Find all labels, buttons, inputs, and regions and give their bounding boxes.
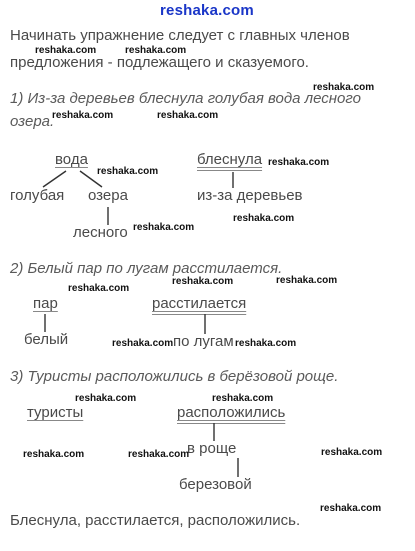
- watermark: reshaka.com: [52, 110, 114, 121]
- watermark: reshaka.com: [97, 166, 159, 177]
- sentence-1-line-1: 1) Из-за деревьев блеснула голубая вода лесного: [10, 90, 361, 107]
- intro-line-1: Начинать упражнение следует с главных членов: [10, 27, 350, 44]
- s2-adverbial: по лугам: [173, 333, 234, 350]
- watermark: reshaka.com: [112, 338, 174, 349]
- watermark: reshaka.com: [157, 110, 219, 121]
- s1-object: озера: [88, 187, 128, 204]
- watermark: reshaka.com: [35, 45, 97, 56]
- sentence-2: 2) Белый пар по лугам расстилается.: [10, 260, 283, 277]
- s1-subject: вода: [55, 151, 88, 168]
- watermark: reshaka.com: [320, 503, 382, 514]
- watermark: reshaka.com: [75, 393, 137, 404]
- watermark: reshaka.com: [321, 447, 383, 458]
- watermark: reshaka.com: [235, 338, 297, 349]
- s3-adverbial: в роще: [187, 440, 237, 457]
- watermark: reshaka.com: [233, 213, 295, 224]
- watermark: reshaka.com: [268, 157, 330, 168]
- s2-subject: пар: [33, 295, 58, 312]
- watermark: reshaka.com: [133, 222, 195, 233]
- s1-predicate: блеснула: [197, 151, 263, 168]
- watermark: reshaka.com: [128, 449, 190, 460]
- watermark: reshaka.com: [313, 82, 375, 93]
- intro-line-2: предложения - подлежащего и сказуемого.: [10, 54, 309, 71]
- s3-attribute: березовой: [179, 476, 252, 493]
- sentence-1-line-2: озера.: [10, 113, 55, 130]
- site-logo[interactable]: reshaka.com: [160, 2, 254, 19]
- watermark: reshaka.com: [23, 449, 85, 460]
- s1-attribute-1: голубая: [10, 187, 65, 204]
- watermark: reshaka.com: [276, 275, 338, 286]
- s1-adverbial: из-за деревьев: [197, 187, 303, 204]
- s2-predicate: расстилается: [152, 295, 247, 312]
- watermark: reshaka.com: [172, 276, 234, 287]
- connector-voda-golubaya: [43, 171, 66, 187]
- s3-predicate: расположились: [177, 404, 286, 421]
- s2-attribute: белый: [24, 331, 69, 348]
- watermark: reshaka.com: [125, 45, 187, 56]
- watermark: reshaka.com: [212, 393, 274, 404]
- sentence-3: 3) Туристы расположились в берёзовой роще.: [10, 368, 339, 385]
- conclusion: Блеснула, расстилается, расположились.: [10, 512, 301, 529]
- watermark: reshaka.com: [68, 283, 130, 294]
- s1-attribute-2: лесного: [73, 224, 128, 241]
- s3-subject: туристы: [27, 404, 84, 421]
